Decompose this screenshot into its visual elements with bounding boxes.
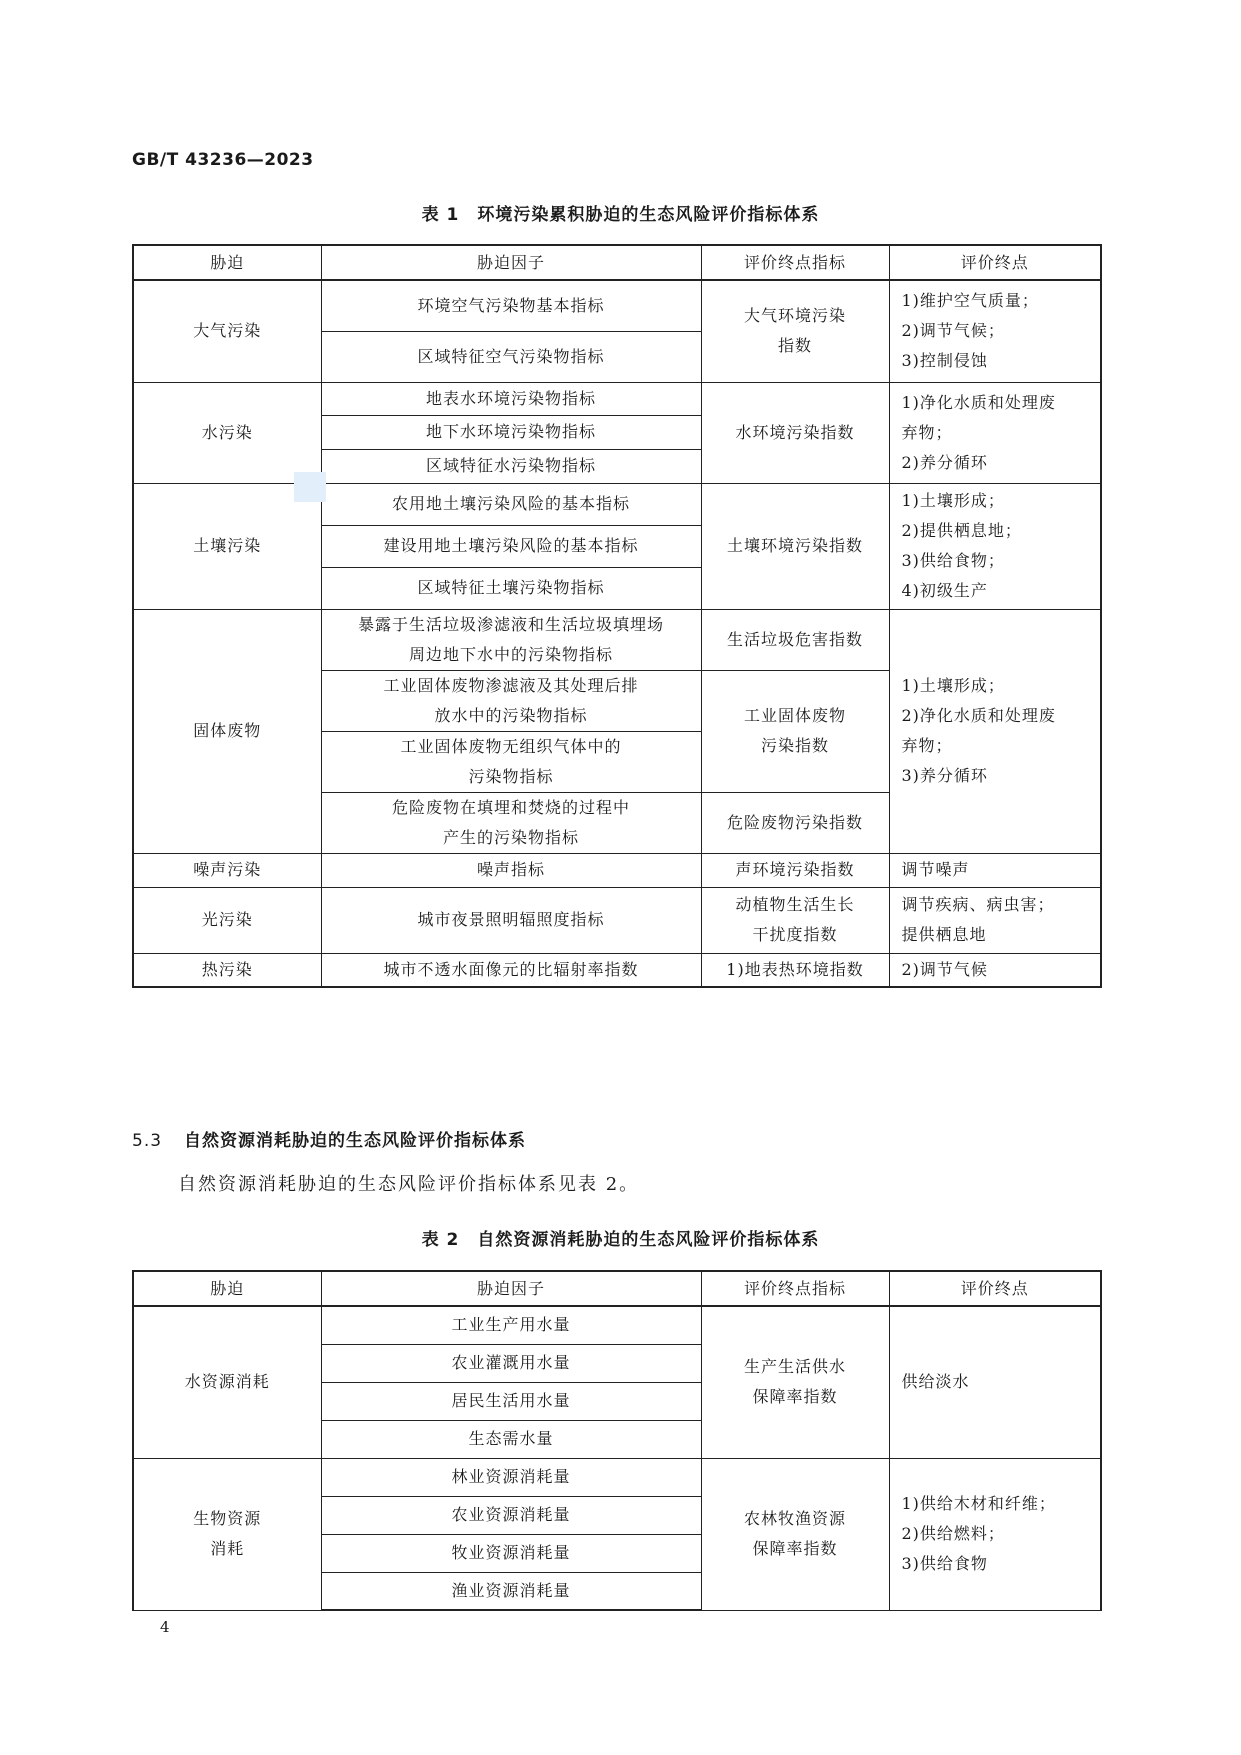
stress-cell: 光污染 <box>133 887 321 953</box>
indicator-cell: 声环境污染指数 <box>701 853 889 887</box>
factor-cell: 工业固体废物渗滤液及其处理后排 放水中的污染物指标 <box>321 670 701 731</box>
table1 <box>132 244 1102 988</box>
factor-cell: 危险废物在填埋和焚烧的过程中 产生的污染物指标 <box>321 792 701 853</box>
section-heading <box>132 1126 526 1151</box>
stress-cell: 土壤污染 <box>133 483 321 609</box>
table2-header-row <box>133 1271 1101 1306</box>
stress-cell: 水污染 <box>133 382 321 483</box>
indicator-cell: 1)地表热环境指数 <box>701 953 889 987</box>
factor-cell: 城市夜景照明辐照度指标 <box>321 887 701 953</box>
factor-cell: 区域特征空气污染物指标 <box>321 331 701 382</box>
table-row <box>133 953 1101 987</box>
factor-cell: 城市不透水面像元的比辐射率指数 <box>321 953 701 987</box>
indicator-cell: 大气环境污染 指数 <box>701 280 889 382</box>
factor-cell: 工业生产用水量 <box>321 1306 701 1344</box>
col-header-factor: 胁迫因子 <box>321 1271 701 1306</box>
indicator-cell: 土壤环境污染指数 <box>701 483 889 609</box>
section-number: 5.3 <box>132 1131 163 1151</box>
table-row <box>133 382 1101 415</box>
factor-cell: 地表水环境污染物指标 <box>321 382 701 415</box>
factor-cell: 渔业资源消耗量 <box>321 1572 701 1610</box>
body-paragraph: 自然资源消耗胁迫的生态风险评价指标体系见表 2。 <box>178 1174 640 1195</box>
indicator-cell: 工业固体废物 污染指数 <box>701 670 889 792</box>
col-header-factor: 胁迫因子 <box>321 245 701 280</box>
table-row <box>133 609 1101 670</box>
indicator-cell: 生活垃圾危害指数 <box>701 609 889 670</box>
indicator-cell: 危险废物污染指数 <box>701 792 889 853</box>
endpoint-cell: 调节噪声 <box>889 853 1101 887</box>
table-row <box>133 887 1101 953</box>
table-row <box>133 1306 1101 1344</box>
factor-cell: 区域特征水污染物指标 <box>321 449 701 483</box>
factor-cell: 区域特征土壤污染物指标 <box>321 567 701 609</box>
stress-cell: 水资源消耗 <box>133 1306 321 1458</box>
table-row <box>133 1458 1101 1496</box>
factor-cell: 农业灌溉用水量 <box>321 1344 701 1382</box>
table1-caption: 表 1 环境污染累积胁迫的生态风险评价指标体系 <box>421 205 820 225</box>
factor-cell: 居民生活用水量 <box>321 1382 701 1420</box>
stress-cell: 生物资源 消耗 <box>133 1458 321 1610</box>
col-header-endpoint: 评价终点 <box>889 1271 1101 1306</box>
endpoint-cell: 1)土壤形成； 2)净化水质和处理废 弃物； 3)养分循环 <box>889 609 1101 853</box>
endpoint-cell: 2)调节气候 <box>889 953 1101 987</box>
factor-cell: 噪声指标 <box>321 853 701 887</box>
document-id: GB/T 43236—2023 <box>132 150 314 170</box>
factor-cell: 牧业资源消耗量 <box>321 1534 701 1572</box>
endpoint-cell: 供给淡水 <box>889 1306 1101 1458</box>
indicator-cell: 水环境污染指数 <box>701 382 889 483</box>
stress-cell: 大气污染 <box>133 280 321 382</box>
table-row <box>133 483 1101 525</box>
col-header-indicator: 评价终点指标 <box>701 245 889 280</box>
table2 <box>132 1270 1102 1611</box>
watermark-logo <box>294 472 326 502</box>
factor-cell: 暴露于生活垃圾渗滤液和生活垃圾填埋场 周边地下水中的污染物指标 <box>321 609 701 670</box>
factor-cell: 农用地土壤污染风险的基本指标 <box>321 483 701 525</box>
stress-cell: 热污染 <box>133 953 321 987</box>
col-header-stress: 胁迫 <box>133 1271 321 1306</box>
table1-header-row <box>133 245 1101 280</box>
endpoint-cell: 调节疾病、病虫害； 提供栖息地 <box>889 887 1101 953</box>
col-header-indicator: 评价终点指标 <box>701 1271 889 1306</box>
factor-cell: 工业固体废物无组织气体中的 污染物指标 <box>321 731 701 792</box>
stress-cell: 噪声污染 <box>133 853 321 887</box>
endpoint-cell: 1)净化水质和处理废 弃物； 2)养分循环 <box>889 382 1101 483</box>
col-header-endpoint: 评价终点 <box>889 245 1101 280</box>
factor-cell: 地下水环境污染物指标 <box>321 415 701 449</box>
indicator-cell: 农林牧渔资源 保障率指数 <box>701 1458 889 1610</box>
table2-caption: 表 2 自然资源消耗胁迫的生态风险评价指标体系 <box>421 1230 820 1250</box>
endpoint-cell: 1)土壤形成； 2)提供栖息地； 3)供给食物； 4)初级生产 <box>889 483 1101 609</box>
factor-cell: 农业资源消耗量 <box>321 1496 701 1534</box>
section-title: 自然资源消耗胁迫的生态风险评价指标体系 <box>184 1131 526 1151</box>
stress-cell: 固体废物 <box>133 609 321 853</box>
col-header-stress: 胁迫 <box>133 245 321 280</box>
factor-cell: 环境空气污染物基本指标 <box>321 280 701 331</box>
table-row <box>133 280 1101 331</box>
factor-cell: 生态需水量 <box>321 1420 701 1458</box>
factor-cell: 林业资源消耗量 <box>321 1458 701 1496</box>
page-number: 4 <box>160 1618 170 1636</box>
endpoint-cell: 1)供给木材和纤维； 2)供给燃料； 3)供给食物 <box>889 1458 1101 1610</box>
indicator-cell: 动植物生活生长 干扰度指数 <box>701 887 889 953</box>
table-row <box>133 853 1101 887</box>
indicator-cell: 生产生活供水 保障率指数 <box>701 1306 889 1458</box>
endpoint-cell: 1)维护空气质量； 2)调节气候； 3)控制侵蚀 <box>889 280 1101 382</box>
factor-cell: 建设用地土壤污染风险的基本指标 <box>321 525 701 567</box>
